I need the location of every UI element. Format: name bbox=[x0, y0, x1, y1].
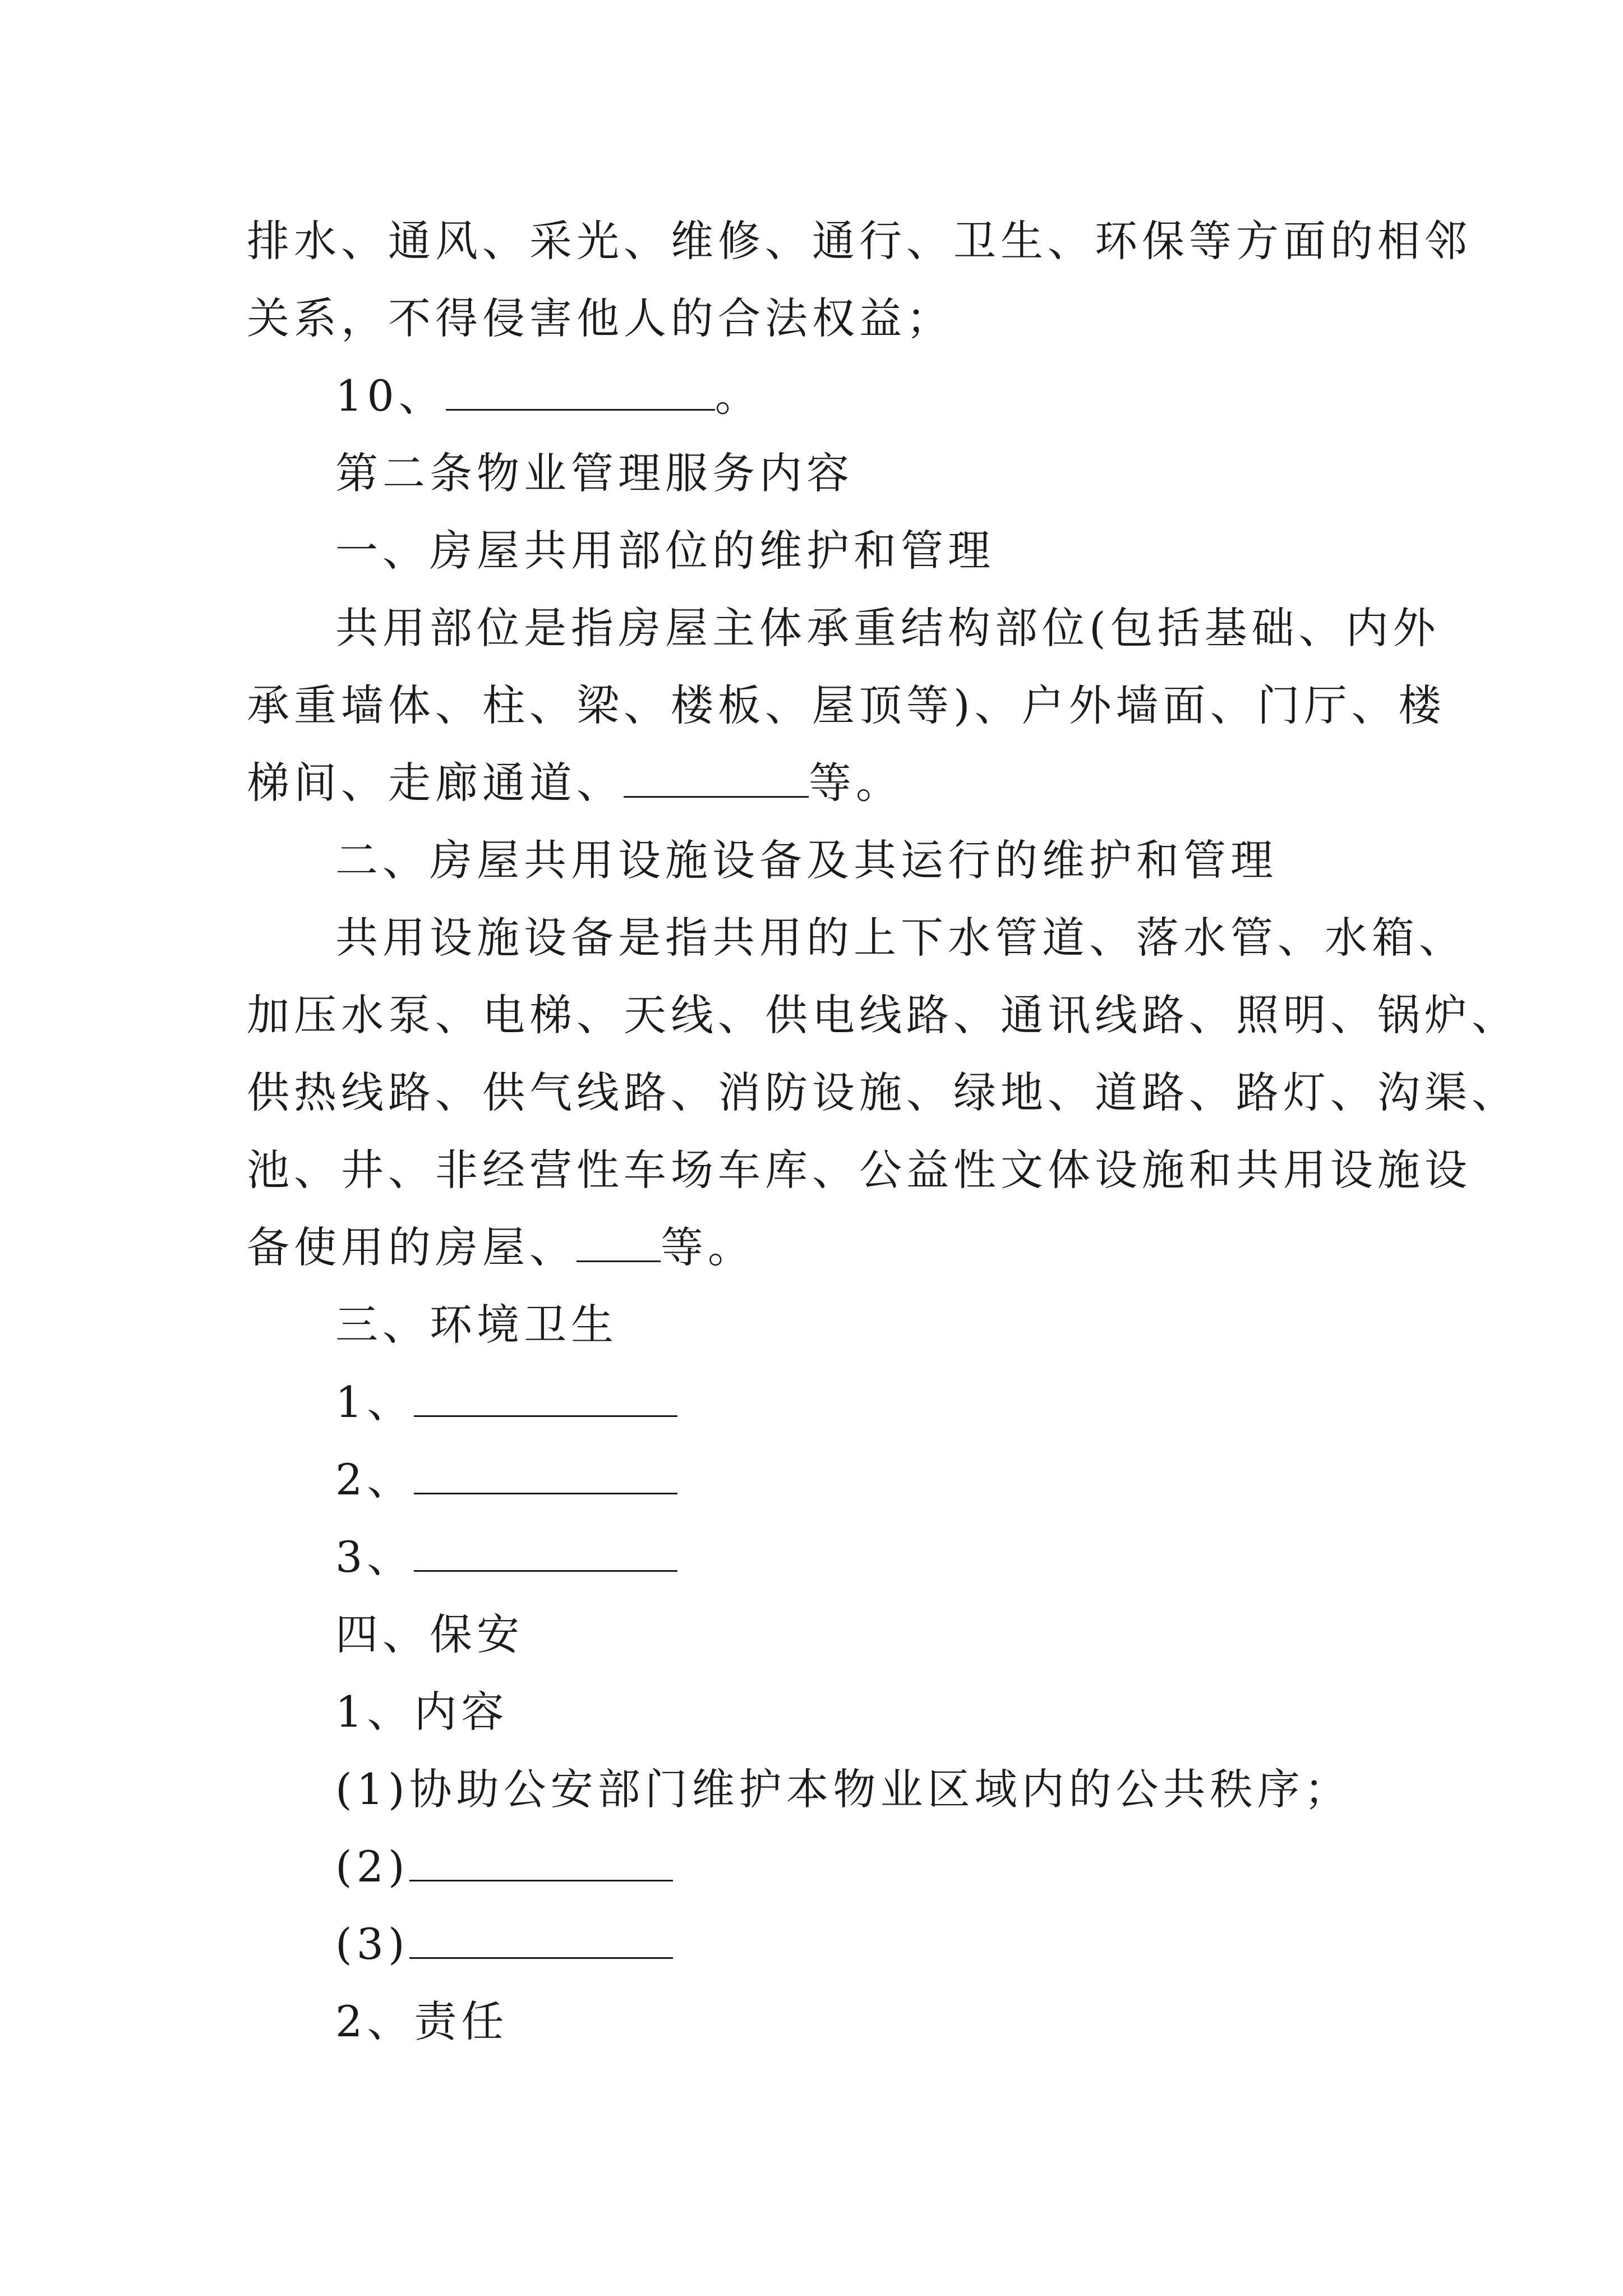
fill-in-blank[interactable] bbox=[414, 1376, 677, 1417]
list-item: 3、 bbox=[335, 1529, 677, 1585]
text-line: 供热线路、供气线路、消防设施、绿地、道路、路灯、沟渠、 bbox=[247, 1068, 1519, 1117]
fill-in-blank[interactable] bbox=[446, 370, 715, 411]
text-line: 加压水泵、电梯、天线、供电线路、通讯线路、照明、锅炉、 bbox=[247, 990, 1519, 1040]
text-line-item-10: 10、 。 bbox=[335, 371, 762, 421]
text-line: 备使用的房屋、 等。 bbox=[247, 1222, 755, 1272]
fill-in-blank[interactable] bbox=[624, 757, 809, 798]
list-item: (2) bbox=[335, 1839, 673, 1895]
fill-in-blank[interactable] bbox=[414, 1453, 677, 1494]
list-item: (1)协助公安部门维护本物业区域内的公共秩序； bbox=[335, 1764, 1352, 1814]
text-line: 承重墙体、柱、梁、楼板、屋顶等)、户外墙面、门厅、楼 bbox=[247, 680, 1446, 730]
fill-in-blank[interactable] bbox=[414, 1531, 677, 1572]
text-line: 关系，不得侵害他人的合法权益； bbox=[247, 293, 953, 343]
subsection-heading: 二、房屋共用设施设备及其运行的维护和管理 bbox=[335, 835, 1278, 885]
list-item: 1、 bbox=[335, 1374, 677, 1430]
text-line: 排水、通风、采光、维修、通行、卫生、环保等方面的相邻 bbox=[247, 216, 1472, 266]
list-item: (3) bbox=[335, 1916, 673, 1972]
list-item: 1、内容 bbox=[335, 1687, 509, 1737]
section-heading: 第二条物业管理服务内容 bbox=[335, 448, 854, 498]
text-line: 梯间、走廊通道、 等。 bbox=[247, 758, 903, 808]
fill-in-blank[interactable] bbox=[577, 1221, 661, 1262]
text-line: 共用部位是指房屋主体承重结构部位(包括基础、内外 bbox=[335, 603, 1440, 653]
text-line: 池、井、非经营性车场车库、公益性文体设施和共用设施设 bbox=[247, 1145, 1472, 1195]
list-item: 2、 bbox=[335, 1452, 677, 1508]
fill-in-blank[interactable] bbox=[409, 1841, 673, 1881]
subsection-heading: 三、环境卫生 bbox=[335, 1300, 618, 1350]
list-item: 2、责任 bbox=[335, 1996, 509, 2046]
text-line: 共用设施设备是指共用的上下水管道、落水管、水箱、 bbox=[335, 913, 1466, 963]
subsection-heading: 一、房屋共用部位的维护和管理 bbox=[335, 526, 995, 576]
fill-in-blank[interactable] bbox=[409, 1918, 673, 1959]
subsection-heading: 四、保安 bbox=[335, 1609, 524, 1659]
